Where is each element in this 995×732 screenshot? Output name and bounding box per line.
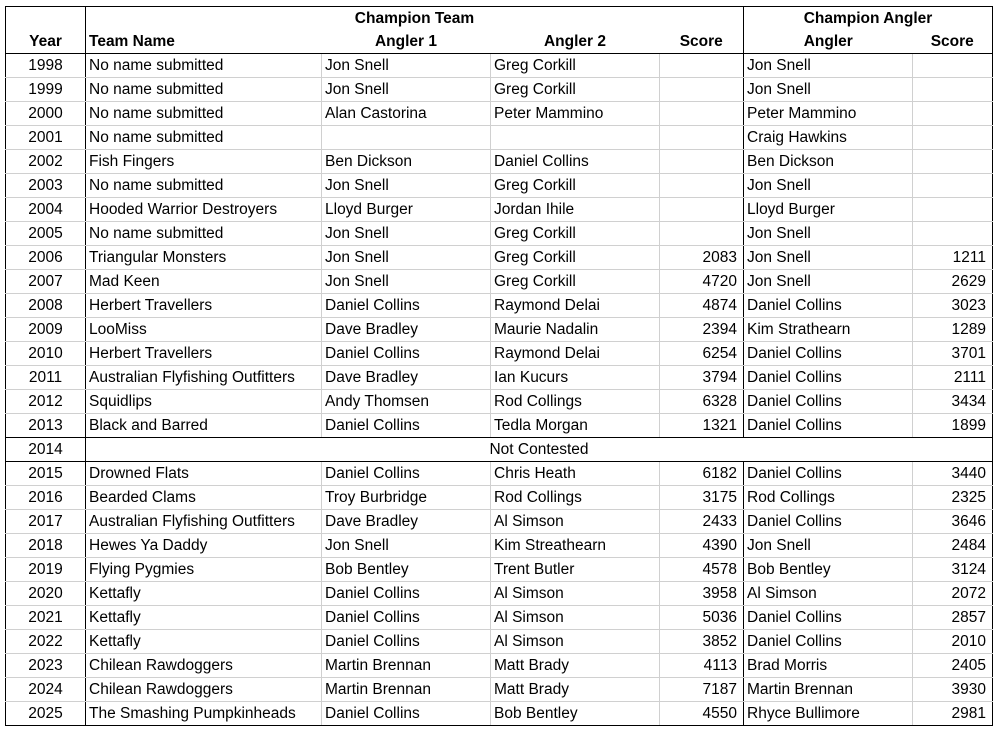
year-cell: 2022 (6, 630, 86, 654)
angler-cell: Daniel Collins (744, 462, 913, 486)
table-row (6, 246, 993, 270)
team-score-cell: 2433 (660, 510, 744, 534)
angler2-cell: Kim Streathearn (491, 534, 660, 558)
year-cell: 2002 (6, 150, 86, 174)
table-row (6, 342, 993, 366)
team-score-cell: 6182 (660, 462, 744, 486)
angler-score-cell: 3930 (913, 678, 993, 702)
angler-cell: Daniel Collins (744, 606, 913, 630)
angler2-cell: Chris Heath (491, 462, 660, 486)
angler-cell: Daniel Collins (744, 366, 913, 390)
table-body (6, 54, 993, 726)
angler-score-cell (913, 126, 993, 150)
angler-cell: Daniel Collins (744, 630, 913, 654)
angler2-cell: Greg Corkill (491, 270, 660, 294)
angler1-cell: Daniel Collins (322, 342, 491, 366)
angler-cell: Peter Mammino (744, 102, 913, 126)
champion-angler-header: Champion Angler (744, 7, 993, 31)
team-name-header: Team Name (86, 30, 322, 54)
team-score-cell: 5036 (660, 606, 744, 630)
angler2-cell: Tedla Morgan (491, 414, 660, 438)
team-score-cell: 4113 (660, 654, 744, 678)
angler-cell: Jon Snell (744, 78, 913, 102)
team-score-cell: 3175 (660, 486, 744, 510)
angler-score-cell: 3440 (913, 462, 993, 486)
angler2-cell: Raymond Delai (491, 294, 660, 318)
angler-score-header: Score (913, 30, 993, 54)
team-name-cell: No name submitted (86, 222, 322, 246)
angler2-header: Angler 2 (491, 30, 660, 54)
team-score-cell (660, 54, 744, 78)
angler1-cell: Jon Snell (322, 270, 491, 294)
angler-cell: Martin Brennan (744, 678, 913, 702)
team-score-header: Score (660, 30, 744, 54)
year-cell: 2003 (6, 174, 86, 198)
angler2-cell: Ian Kucurs (491, 366, 660, 390)
angler-score-cell: 3023 (913, 294, 993, 318)
year-cell: 2025 (6, 702, 86, 726)
team-name-cell: Kettafly (86, 582, 322, 606)
table-row (6, 150, 993, 174)
team-name-cell: Mad Keen (86, 270, 322, 294)
team-score-cell: 2394 (660, 318, 744, 342)
year-cell: 2013 (6, 414, 86, 438)
angler2-cell: Bob Bentley (491, 702, 660, 726)
angler1-cell: Daniel Collins (322, 606, 491, 630)
table-row (6, 582, 993, 606)
team-score-cell: 4874 (660, 294, 744, 318)
angler2-cell: Trent Butler (491, 558, 660, 582)
year-cell: 2023 (6, 654, 86, 678)
angler1-cell: Jon Snell (322, 222, 491, 246)
angler-score-cell: 2010 (913, 630, 993, 654)
team-name-cell: Flying Pygmies (86, 558, 322, 582)
year-cell: 2015 (6, 462, 86, 486)
year-cell: 2000 (6, 102, 86, 126)
angler-cell: Jon Snell (744, 174, 913, 198)
angler2-cell: Al Simson (491, 606, 660, 630)
year-cell: 2004 (6, 198, 86, 222)
team-score-cell (660, 222, 744, 246)
angler-score-cell (913, 198, 993, 222)
angler1-cell: Jon Snell (322, 54, 491, 78)
angler2-cell: Greg Corkill (491, 54, 660, 78)
year-cell: 2009 (6, 318, 86, 342)
team-name-cell: Hewes Ya Daddy (86, 534, 322, 558)
angler1-cell (322, 126, 491, 150)
angler-cell: Daniel Collins (744, 510, 913, 534)
table-row (6, 558, 993, 582)
angler-cell: Daniel Collins (744, 414, 913, 438)
angler1-cell: Dave Bradley (322, 366, 491, 390)
angler-cell: Bob Bentley (744, 558, 913, 582)
team-name-cell: No name submitted (86, 126, 322, 150)
angler1-cell: Martin Brennan (322, 654, 491, 678)
header-row-group (6, 7, 993, 31)
angler2-cell: Rod Collings (491, 390, 660, 414)
angler-score-cell: 3124 (913, 558, 993, 582)
angler-score-cell: 2405 (913, 654, 993, 678)
team-score-cell: 2083 (660, 246, 744, 270)
team-name-cell: Kettafly (86, 630, 322, 654)
angler-cell: Jon Snell (744, 270, 913, 294)
year-cell: 2006 (6, 246, 86, 270)
team-name-cell: Kettafly (86, 606, 322, 630)
team-score-cell: 7187 (660, 678, 744, 702)
table-row (6, 126, 993, 150)
angler1-cell: Martin Brennan (322, 678, 491, 702)
table-row (6, 606, 993, 630)
year-cell: 2019 (6, 558, 86, 582)
year-cell: 2020 (6, 582, 86, 606)
team-name-cell: No name submitted (86, 102, 322, 126)
angler-cell: Daniel Collins (744, 390, 913, 414)
team-score-cell: 4578 (660, 558, 744, 582)
team-name-cell: Black and Barred (86, 414, 322, 438)
angler-score-cell (913, 78, 993, 102)
year-cell: 2016 (6, 486, 86, 510)
angler2-cell: Jordan Ihile (491, 198, 660, 222)
angler1-cell: Alan Castorina (322, 102, 491, 126)
angler-score-cell: 1289 (913, 318, 993, 342)
angler2-cell: Greg Corkill (491, 174, 660, 198)
angler2-cell: Al Simson (491, 582, 660, 606)
year-cell: 2012 (6, 390, 86, 414)
angler-score-cell: 2325 (913, 486, 993, 510)
angler2-cell: Peter Mammino (491, 102, 660, 126)
table-row (6, 510, 993, 534)
angler-score-cell: 3701 (913, 342, 993, 366)
team-name-cell: No name submitted (86, 54, 322, 78)
angler1-cell: Dave Bradley (322, 318, 491, 342)
angler1-cell: Troy Burbridge (322, 486, 491, 510)
angler-score-cell: 2072 (913, 582, 993, 606)
team-score-cell: 3958 (660, 582, 744, 606)
angler-score-cell: 1211 (913, 246, 993, 270)
header-row-columns (6, 30, 993, 54)
year-cell: 2007 (6, 270, 86, 294)
angler2-cell: Maurie Nadalin (491, 318, 660, 342)
angler-score-cell: 2484 (913, 534, 993, 558)
angler-cell: Jon Snell (744, 54, 913, 78)
year-cell: 2001 (6, 126, 86, 150)
team-name-cell: No name submitted (86, 174, 322, 198)
table-row (6, 534, 993, 558)
team-name-cell: Chilean Rawdoggers (86, 654, 322, 678)
team-score-cell: 6254 (660, 342, 744, 366)
team-score-cell: 3852 (660, 630, 744, 654)
table-row (6, 294, 993, 318)
angler-score-cell: 2981 (913, 702, 993, 726)
angler1-cell: Lloyd Burger (322, 198, 491, 222)
table-row (6, 174, 993, 198)
team-name-cell: The Smashing Pumpkinheads (86, 702, 322, 726)
angler-cell: Daniel Collins (744, 294, 913, 318)
angler-cell: Rod Collings (744, 486, 913, 510)
angler1-cell: Daniel Collins (322, 462, 491, 486)
table-row (6, 630, 993, 654)
angler1-cell: Daniel Collins (322, 702, 491, 726)
angler-score-cell: 3646 (913, 510, 993, 534)
angler-cell: Brad Morris (744, 654, 913, 678)
angler1-cell: Jon Snell (322, 534, 491, 558)
angler-score-cell: 2857 (913, 606, 993, 630)
team-name-cell: Hooded Warrior Destroyers (86, 198, 322, 222)
angler-cell: Ben Dickson (744, 150, 913, 174)
angler-cell: Lloyd Burger (744, 198, 913, 222)
table-row (6, 78, 993, 102)
angler2-cell: Rod Collings (491, 486, 660, 510)
angler-score-cell: 1899 (913, 414, 993, 438)
angler-cell: Kim Strathearn (744, 318, 913, 342)
angler2-cell: Matt Brady (491, 654, 660, 678)
angler-cell: Jon Snell (744, 534, 913, 558)
table-row (6, 318, 993, 342)
year-cell: 2024 (6, 678, 86, 702)
team-name-cell: Drowned Flats (86, 462, 322, 486)
angler1-cell: Daniel Collins (322, 414, 491, 438)
table-row (6, 462, 993, 486)
angler2-cell: Greg Corkill (491, 78, 660, 102)
year-cell: 2014 (6, 438, 86, 462)
angler-cell: Jon Snell (744, 246, 913, 270)
champions-table (5, 6, 993, 726)
team-score-cell: 1321 (660, 414, 744, 438)
angler2-cell: Raymond Delai (491, 342, 660, 366)
angler1-cell: Dave Bradley (322, 510, 491, 534)
angler1-cell: Jon Snell (322, 174, 491, 198)
year-cell: 2018 (6, 534, 86, 558)
angler-score-cell (913, 150, 993, 174)
year-header-top (6, 7, 86, 31)
angler-cell: Daniel Collins (744, 342, 913, 366)
angler1-cell: Daniel Collins (322, 582, 491, 606)
table-row (6, 654, 993, 678)
angler2-cell: Al Simson (491, 630, 660, 654)
team-score-cell (660, 198, 744, 222)
angler1-cell: Andy Thomsen (322, 390, 491, 414)
angler1-cell: Jon Snell (322, 246, 491, 270)
table-row (6, 54, 993, 78)
year-cell: 2010 (6, 342, 86, 366)
team-name-cell: Australian Flyfishing Outfitters (86, 366, 322, 390)
team-score-cell: 3794 (660, 366, 744, 390)
table-row (6, 702, 993, 726)
not-contested-cell: Not Contested (86, 438, 993, 462)
team-name-cell: Bearded Clams (86, 486, 322, 510)
angler1-header: Angler 1 (322, 30, 491, 54)
year-cell: 1999 (6, 78, 86, 102)
champion-team-header: Champion Team (86, 7, 744, 31)
angler2-cell: Greg Corkill (491, 222, 660, 246)
team-score-cell (660, 126, 744, 150)
year-cell: 2005 (6, 222, 86, 246)
year-cell: 2021 (6, 606, 86, 630)
year-cell: 2008 (6, 294, 86, 318)
table-row (6, 198, 993, 222)
team-name-cell: Triangular Monsters (86, 246, 322, 270)
table-row (6, 270, 993, 294)
team-score-cell (660, 150, 744, 174)
angler2-cell: Matt Brady (491, 678, 660, 702)
team-score-cell: 4720 (660, 270, 744, 294)
angler-score-cell (913, 222, 993, 246)
table-row (6, 102, 993, 126)
table-row (6, 390, 993, 414)
table-row (6, 366, 993, 390)
table-row (6, 678, 993, 702)
table-row (6, 222, 993, 246)
year-cell: 2017 (6, 510, 86, 534)
angler2-cell: Daniel Collins (491, 150, 660, 174)
angler-cell: Al Simson (744, 582, 913, 606)
team-name-cell: Australian Flyfishing Outfitters (86, 510, 322, 534)
angler-score-cell: 2111 (913, 366, 993, 390)
team-score-cell (660, 102, 744, 126)
team-score-cell: 4390 (660, 534, 744, 558)
angler2-cell: Al Simson (491, 510, 660, 534)
team-name-cell: Fish Fingers (86, 150, 322, 174)
table-row (6, 438, 993, 462)
table-row (6, 414, 993, 438)
team-score-cell: 4550 (660, 702, 744, 726)
team-name-cell: Herbert Travellers (86, 342, 322, 366)
angler2-cell: Greg Corkill (491, 246, 660, 270)
year-cell: 2011 (6, 366, 86, 390)
team-name-cell: Chilean Rawdoggers (86, 678, 322, 702)
angler-cell: Jon Snell (744, 222, 913, 246)
year-cell: 1998 (6, 54, 86, 78)
angler1-cell: Bob Bentley (322, 558, 491, 582)
team-score-cell (660, 174, 744, 198)
team-name-cell: Herbert Travellers (86, 294, 322, 318)
year-header: Year (6, 30, 86, 54)
angler-cell: Rhyce Bullimore (744, 702, 913, 726)
team-name-cell: LooMiss (86, 318, 322, 342)
angler1-cell: Daniel Collins (322, 294, 491, 318)
team-name-cell: No name submitted (86, 78, 322, 102)
angler1-cell: Jon Snell (322, 78, 491, 102)
team-score-cell: 6328 (660, 390, 744, 414)
angler1-cell: Ben Dickson (322, 150, 491, 174)
angler-score-cell (913, 102, 993, 126)
team-name-cell: Squidlips (86, 390, 322, 414)
angler2-cell (491, 126, 660, 150)
table-row (6, 486, 993, 510)
angler1-cell: Daniel Collins (322, 630, 491, 654)
team-score-cell (660, 78, 744, 102)
angler-score-cell: 3434 (913, 390, 993, 414)
angler-score-cell (913, 54, 993, 78)
angler-score-cell (913, 174, 993, 198)
angler-header: Angler (744, 30, 913, 54)
angler-cell: Craig Hawkins (744, 126, 913, 150)
angler-score-cell: 2629 (913, 270, 993, 294)
